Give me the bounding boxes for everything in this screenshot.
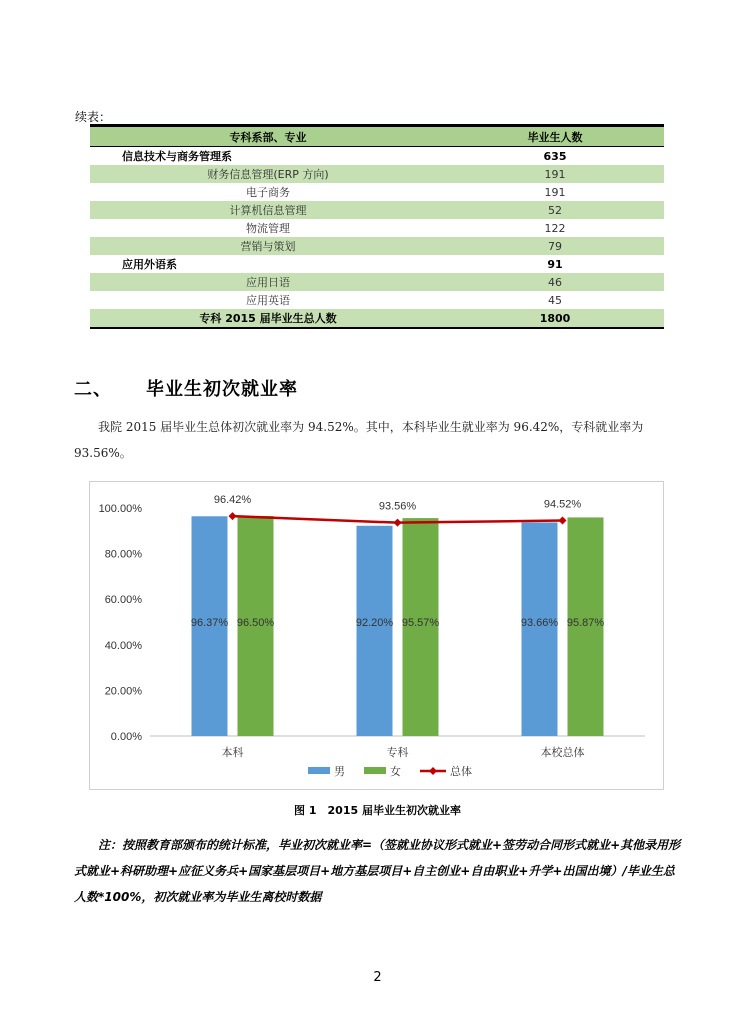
note-paragraph: 注：按照教育部颁布的统计标准，毕业初次就业率=（签就业协议形式就业+签劳动合同形式就业+其他录用形式就业+科研助理+应征义务兵+国家基层项目+地方基层项目+自主创业+自由职业+升学+出国出境）/毕业生总人数*100%，初次就业率为毕业生离校时数据 [74,838,681,904]
x-category-label: 本科 [221,747,244,759]
x-category-label: 专科 [386,747,409,759]
line-data-label: 93.56% [378,500,417,513]
cell-major-name: 计算机信息管理 [90,201,446,219]
cell-major-name: 应用英语 [90,291,446,309]
bar-data-label: 96.37% [190,617,229,629]
table-row [90,237,664,255]
employment-rate-chart [89,481,664,790]
y-tick-label: 80.00% [104,548,142,561]
legend-label: 总体 [450,765,472,778]
legend-swatch [364,767,386,774]
total-rate-point [229,512,237,520]
cell-major-name: 信息技术与商务管理系 [90,147,446,166]
section-title: 毕业生初次就业率 [146,379,298,400]
section-heading [74,375,298,401]
cell-graduate-count: 122 [446,219,664,237]
cell-major-name: 应用外语系 [90,255,446,273]
table-body [90,147,664,329]
header-count: 毕业生人数 [446,126,664,147]
cell-major-name: 电子商务 [90,183,446,201]
table-row [90,165,664,183]
section-number: 二、 [74,379,112,400]
chart-svg [90,482,663,789]
table-row [90,183,664,201]
cell-graduate-count: 91 [446,255,664,273]
table-row [90,291,664,309]
bar-male [357,526,393,736]
cell-major-name: 物流管理 [90,219,446,237]
y-tick-label: 100.00% [98,503,142,515]
y-tick-label: 20.00% [104,685,142,698]
table-row [90,309,664,328]
major-graduates-table [90,124,664,329]
bar-data-label: 95.57% [401,617,440,629]
continued-label: 续表： [75,110,112,124]
cell-graduate-count: 191 [446,165,664,183]
table-row [90,201,664,219]
cell-graduate-count: 45 [446,291,664,309]
legend-label: 女 [390,765,401,778]
legend-swatch-marker [429,767,437,775]
bar-data-label: 96.50% [236,617,275,629]
cell-graduate-count: 52 [446,201,664,219]
y-tick-label: 60.00% [104,594,142,607]
cell-major-name: 专科 2015 届毕业生总人数 [90,309,446,328]
cell-major-name: 财务信息管理(ERP 方向) [90,165,446,183]
header-major: 专科系部、专业 [90,126,446,147]
intro-paragraph: 我院 2015 届毕业生总体初次就业率为 94.52%。其中，本科毕业生就业率为 96.42%，专科就业率为 93.56%。 [74,420,644,460]
table-row [90,219,664,237]
cell-graduate-count: 1800 [446,309,664,328]
table-row [90,255,664,273]
bar-data-label: 92.20% [355,617,394,629]
bar-data-label: 93.66% [520,617,559,629]
x-category-label: 本校总体 [540,747,585,759]
bar-male [522,522,558,736]
cell-major-name: 应用日语 [90,273,446,291]
figure-caption: 图 1 2015 届毕业生初次就业率 [294,804,461,817]
y-tick-label: 40.00% [104,639,142,652]
cell-graduate-count: 46 [446,273,664,291]
line-data-label: 94.52% [543,498,582,511]
bar-data-label: 95.87% [566,617,605,629]
y-tick-label: 0.00% [110,731,142,743]
table-row [90,273,664,291]
line-data-label: 96.42% [213,494,252,507]
cell-major-name: 营销与策划 [90,237,446,255]
table-row [90,147,664,166]
cell-graduate-count: 79 [446,237,664,255]
legend-label: 男 [334,765,345,778]
cell-graduate-count: 191 [446,183,664,201]
total-rate-point [394,519,402,527]
cell-graduate-count: 635 [446,147,664,166]
table-header-row [90,126,664,147]
total-rate-point [559,516,567,524]
legend-swatch [308,767,330,774]
page-number: 2 [373,970,382,985]
